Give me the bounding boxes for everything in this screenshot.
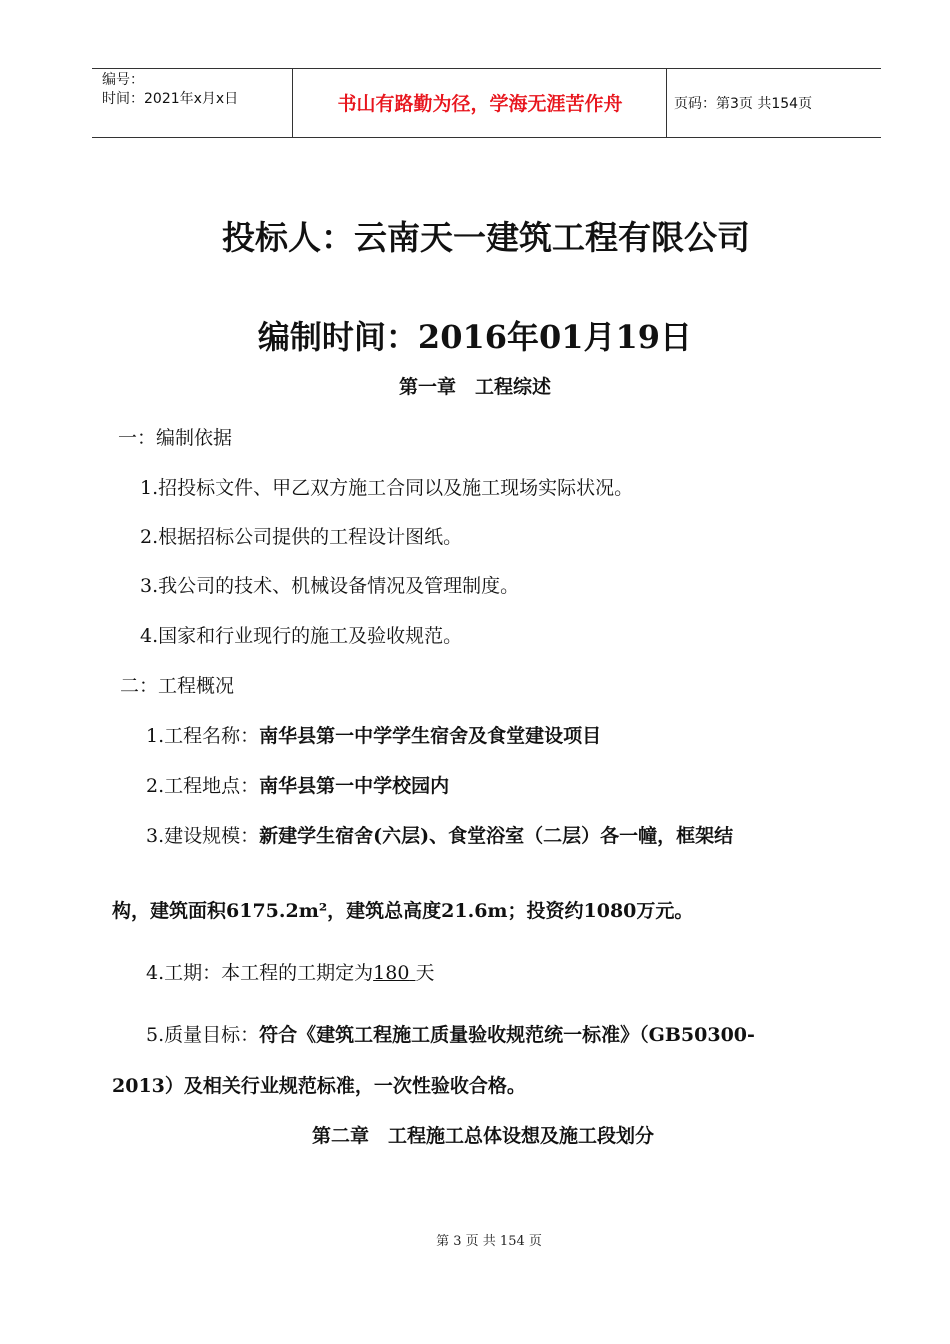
- quality-target-label: 5.质量目标：: [146, 1024, 260, 1046]
- project-site-value: 南华县第一中学校园内: [259, 775, 450, 797]
- code-label: 编号：: [102, 72, 144, 88]
- compile-time: 编制时间：2016年01月19日: [257, 318, 693, 356]
- header-divider: [666, 69, 667, 137]
- quality-target-value: 符合《建筑工程施工质量验收规范统一标准》（GB50300-: [259, 1024, 755, 1046]
- basis-item: 1.招投标文件、甲乙双方施工合同以及施工现场实际状况。: [140, 477, 634, 499]
- project-name-line: [146, 721, 601, 748]
- page-footer: 第 3 页 共 154 页: [436, 1234, 542, 1249]
- project-period-line: [146, 958, 434, 985]
- header-page-number: 页码：第3页 共154页: [674, 96, 813, 112]
- project-scale-label: 3.建设规模：: [146, 825, 260, 847]
- project-name-value: 南华县第一中学学生宿舍及食堂建设项目: [259, 725, 602, 747]
- chapter-2-heading: 第二章 工程施工总体设想及施工段划分: [311, 1125, 654, 1147]
- chapter-1-heading: 第一章 工程综述: [398, 376, 551, 398]
- bidder-title: 投标人：云南天一建筑工程有限公司: [222, 218, 750, 257]
- quality-target-continued: 2013）及相关行业规范标准，一次性验收合格。: [112, 1075, 526, 1097]
- project-period-unit: 天: [415, 962, 435, 984]
- basis-item: 4.国家和行业现行的施工及验收规范。: [140, 625, 463, 647]
- header-meta: [102, 71, 238, 109]
- time-line: 时间：2021年x月x日: [102, 91, 239, 107]
- section-2-heading: 二：工程概况: [120, 675, 235, 697]
- project-scale-line: [146, 821, 733, 848]
- quality-target-line: [146, 1020, 755, 1047]
- basis-item: 2.根据招标公司提供的工程设计图纸。: [140, 526, 463, 548]
- project-period-value: 180: [373, 962, 410, 984]
- page-header: [92, 68, 881, 138]
- project-scale-continued: 构，建筑面积6175.2m²，建筑总高度21.6m；投资约1080万元。: [112, 900, 694, 922]
- project-site-line: [146, 771, 449, 798]
- header-divider: [292, 69, 293, 137]
- basis-item: 3.我公司的技术、机械设备情况及管理制度。: [140, 575, 520, 597]
- project-scale-value: 新建学生宿舍(六层)、食堂浴室（二层）各一幢，框架结: [259, 825, 734, 847]
- header-motto: 书山有路勤为径，学海无涯苦作舟: [337, 93, 623, 115]
- project-period-label: 4.工期：本工程的工期定为: [146, 962, 374, 984]
- project-name-label: 1.工程名称：: [146, 725, 260, 747]
- project-site-label: 2.工程地点：: [146, 775, 260, 797]
- section-1-heading: 一：编制依据: [118, 427, 233, 449]
